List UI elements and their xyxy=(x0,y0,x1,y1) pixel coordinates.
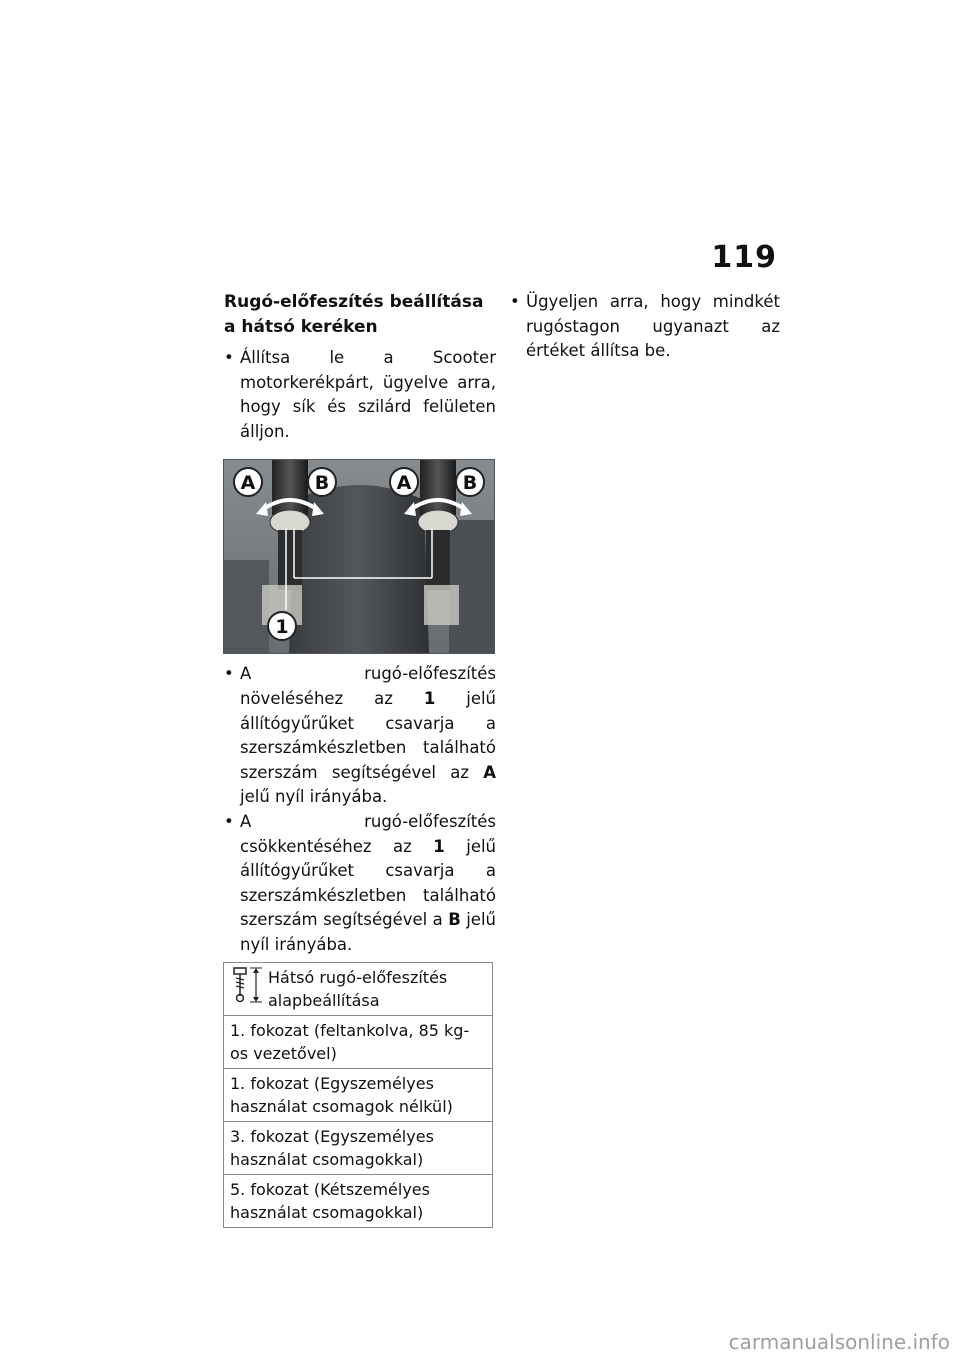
table-row xyxy=(224,1174,493,1227)
table-header-row xyxy=(224,962,493,1015)
bullet-dot: • xyxy=(510,292,520,311)
table-header-cell xyxy=(224,962,493,1015)
table-row xyxy=(224,1068,493,1121)
same-value-bullet xyxy=(510,290,780,364)
same-value-text: Ügyeljen arra, hogy mindkét rugóstagon ugyanazt az értéket állítsa be. xyxy=(526,292,780,361)
decrease-text-3: jelű nyíl irányába. xyxy=(240,910,496,954)
bullet-dot: • xyxy=(224,664,234,684)
intro-bullet-text: Állítsa le a Scooter motorkerékpárt, ügyelve arra, hogy sík és szilárd felületen álljon. xyxy=(240,348,496,441)
table-row xyxy=(224,1015,493,1068)
shock-absorber-figure xyxy=(223,459,495,654)
decrease-bullet xyxy=(224,810,496,958)
section-title: Rugó-előfeszítés beállítása a hátsó keréken xyxy=(224,292,484,337)
decrease-text-1: A rugó-előfeszítés csökkentéséhez az xyxy=(240,811,496,856)
spring-preload-table xyxy=(223,962,493,1228)
increase-bullet xyxy=(224,662,496,810)
figure-label-b-right: B xyxy=(462,472,478,495)
figure-label-a-left: A xyxy=(240,472,256,495)
table-cell: 5. fokozat (Kétszemélyes használat csomagokkal) xyxy=(224,1174,493,1227)
table-cell: 3. fokozat (Egyszemélyes használat csomagokkal) xyxy=(224,1121,493,1174)
figure-label-1: 1 xyxy=(275,616,289,639)
bullet-dot: • xyxy=(224,348,234,367)
table-cell: 1. fokozat (Egyszemélyes használat csomagok nélkül) xyxy=(224,1068,493,1121)
watermark: carmanualsonline.info xyxy=(728,1330,950,1354)
spring-preload-icon xyxy=(230,966,264,1004)
intro-bullet xyxy=(224,346,496,444)
table-header-text: Hátsó rugó-előfeszítés alapbeállítása xyxy=(268,967,448,1010)
figure-label-a-right: A xyxy=(396,472,412,495)
page-number: 119 xyxy=(711,240,777,275)
increase-text-3: jelű nyíl irányába. xyxy=(240,787,388,807)
figure-label-b-left: B xyxy=(314,472,330,495)
decrease-text-2: jelű állítógyűrűket csavarja a szerszámkészletben található szerszám segítségével a xyxy=(240,836,497,930)
decrease-ref-b: B xyxy=(448,910,461,930)
increase-text-1: A rugó-előfeszítés növeléséhez az xyxy=(240,664,496,708)
table-cell: 1. fokozat (feltankolva, 85 kg-os vezetővel) xyxy=(224,1015,493,1068)
increase-text-2: jelű állítógyűrűket csavarja a szerszámkészletben található szerszám segítségével az xyxy=(240,688,497,782)
bullet-dot: • xyxy=(224,811,234,831)
increase-ref-a: A xyxy=(483,762,497,782)
shock-absorber-photo xyxy=(224,460,494,653)
decrease-ref-1: 1 xyxy=(433,836,445,856)
left-column xyxy=(224,290,496,1228)
table-row xyxy=(224,1121,493,1174)
increase-ref-1: 1 xyxy=(423,688,436,708)
right-column xyxy=(510,290,780,364)
